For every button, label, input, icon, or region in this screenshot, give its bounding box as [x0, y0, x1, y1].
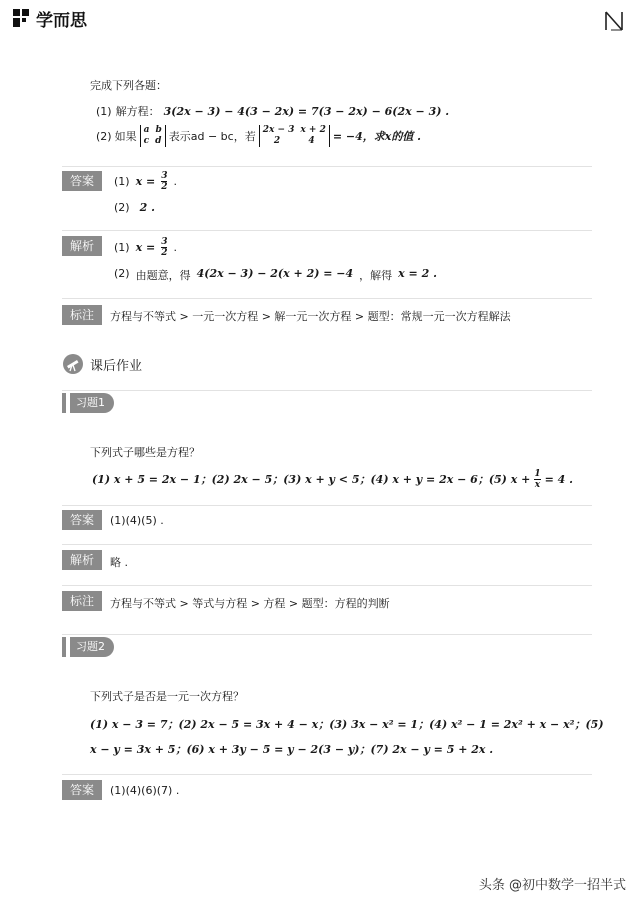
- exercise1-label: 方程与不等式 > 等式与方程 > 方程 > 题型：方程的判断: [110, 597, 390, 610]
- analysis1-line1: (1) x = $\frac{3}{2}$ .: [114, 236, 177, 258]
- answer-tag: 答案: [62, 171, 102, 191]
- watermark: 头条 @初中数学一招半式: [478, 878, 626, 893]
- analysis1-line2: (2) 由题意，得 4(2x − 3) − 2(x + 2) = −4 ，解得 x = 2 .: [114, 267, 437, 282]
- homework-title: 课后作业: [90, 358, 143, 374]
- exercise2-line2: x − y = 3x + 5；(6) x + 3y − 5 = y − 2(3 − y)；(7) 2x − y = 5 + 2x .: [90, 743, 494, 756]
- problem-q2: [96, 125, 421, 147]
- exercise1-badge: 习题1: [62, 393, 114, 413]
- logo: [12, 6, 87, 30]
- logo-mark-icon: [12, 7, 32, 29]
- q2-post: = −4，求x的值 .: [332, 130, 421, 143]
- q1-expr: 3(2x − 3) − 4(3 − 2x) = 7(3 − 2x) − 6(2x − 3) .: [163, 104, 450, 118]
- label1-text: 方程与不等式 > 一元一次方程 > 解一元一次方程 > 题型：常规一元一次方程解法: [110, 310, 511, 323]
- exercise2-answer-tag: 答案: [62, 780, 102, 800]
- homework-heading: [62, 353, 142, 375]
- answer1-line1: (1) x = $\frac{3}{2}$ .: [114, 170, 177, 192]
- exercise2-badge: 习题2: [62, 637, 114, 657]
- logo-text: 学而思: [36, 10, 87, 31]
- exercise1-answer: (1)(4)(5) .: [110, 514, 164, 527]
- analysis-tag: 解析: [62, 236, 102, 256]
- determinant-given: 2x − 3 x + 2 2 4: [259, 125, 330, 147]
- exercise2-answer: (1)(4)(6)(7) .: [110, 784, 180, 797]
- q1-num: (1): [96, 104, 112, 118]
- problem-intro: 完成下列各题：: [90, 79, 167, 92]
- label-tag: 标注: [62, 305, 102, 325]
- telescope-icon: [62, 353, 84, 375]
- exercise1-analysis-tag: 解析: [62, 550, 102, 570]
- fraction-one-over-x: $\frac{1}{x}$: [534, 468, 541, 490]
- q2-mid: 表示ad − bc，若: [168, 130, 256, 143]
- q1-label: 解方程：: [115, 105, 160, 118]
- exercise1-analysis: 略 .: [110, 556, 128, 569]
- fraction-three-halves: $\frac{3}{2}$: [161, 170, 168, 192]
- exercise2-line1: (1) x − 3 = 7；(2) 2x − 5 = 3x + 4 − x；(3) 3x − x² = 1；(4) x² − 1 = 2x² + x − x²；(5): [90, 718, 604, 731]
- fraction-three-halves: $\frac{3}{2}$: [161, 236, 168, 258]
- answer1-line2: (2) 2 .: [114, 201, 155, 214]
- q2-pre: 如果: [114, 130, 137, 143]
- page-corner-icon: [603, 10, 625, 32]
- problem-q1: [96, 103, 449, 119]
- q2-num: (2): [96, 129, 112, 143]
- determinant-abcd: a b c d: [140, 125, 166, 147]
- exercise1-items: (1) x + 5 = 2x − 1；(2) 2x − 5；(3) x + y < 5；(4) x + y = 2x − 6；(5) x + $\frac{1}{x}$ = 4 .: [92, 468, 573, 490]
- exercise1-question: 下列式子哪些是方程？: [90, 446, 200, 459]
- exercise1-answer-tag: 答案: [62, 510, 102, 530]
- exercise1-label-tag: 标注: [62, 591, 102, 611]
- exercise2-question: 下列式子是否是一元一次方程？: [90, 690, 244, 703]
